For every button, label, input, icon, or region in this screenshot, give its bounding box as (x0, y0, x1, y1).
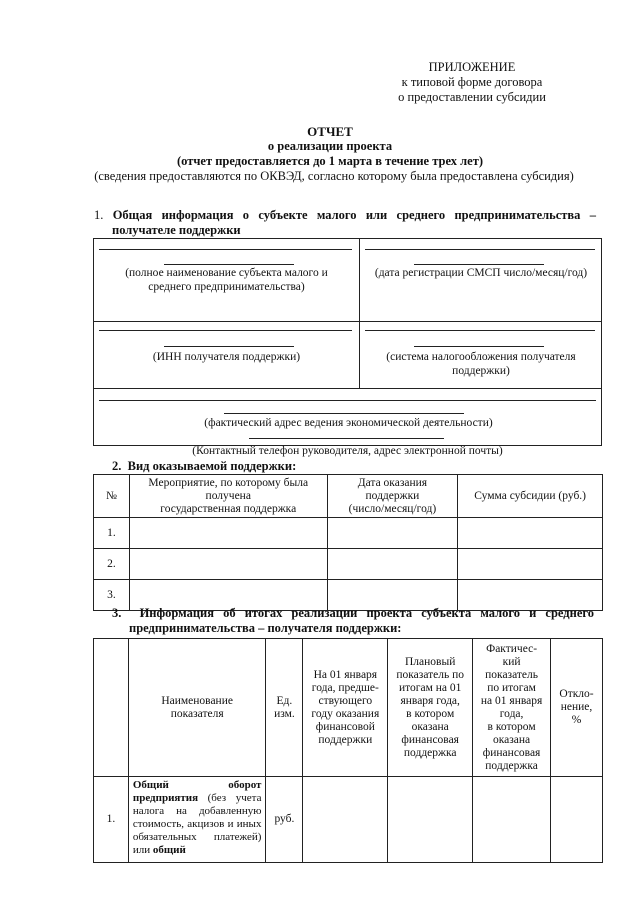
date-cell[interactable] (327, 549, 458, 580)
table-row (94, 549, 603, 580)
section3-title-line2: предпринимательства – получателя поддержки: (129, 621, 402, 635)
event-cell[interactable] (129, 518, 327, 549)
appendix-line-2: к типовой форме договора (401, 75, 543, 89)
row-number: 1. (94, 777, 129, 863)
tax-system-caption: (система налогообложения получателя поддержки) (386, 351, 576, 377)
name-fill-line-1[interactable] (99, 249, 352, 250)
sum-cell[interactable] (458, 549, 603, 580)
phone-caption: (Контактный телефон руководителя, адрес электронной почты) (192, 445, 503, 457)
phone-fill-line[interactable] (249, 438, 444, 439)
section2-num: 2. (112, 459, 122, 473)
jan-value-cell[interactable] (303, 777, 388, 863)
header-fact: Фактичес- кий показатель по итогам на 01 января года, в котором оказана финансовая поддержка (473, 639, 551, 777)
appendix-line-1: ПРИЛОЖЕНИЕ (428, 60, 516, 74)
row-number: 1. (94, 518, 130, 549)
sum-cell[interactable] (458, 518, 603, 549)
section3-title-line1: Информация об итогах реализации проекта субъекта малого и среднего (139, 606, 594, 620)
header-no (94, 639, 129, 777)
address-fill-line-2[interactable] (224, 413, 464, 414)
appendix-line-3: о предоставлении субсидии (398, 90, 546, 104)
row-number: 3. (94, 580, 130, 611)
inn-fill-line-2[interactable] (164, 346, 294, 347)
indicators-table (93, 638, 603, 863)
section3-num: 3. (112, 606, 122, 620)
header-deviation: Откло- нение, % (551, 639, 603, 777)
section1-num: 1. (94, 208, 104, 222)
table-row (94, 777, 603, 863)
report-title-block (70, 124, 590, 184)
plan-value-cell[interactable] (388, 777, 473, 863)
section1-title-line1: Общая информация о субъекте малого или среднего предпринимательства – (112, 208, 597, 222)
inn-caption: (ИНН получателя поддержки) (152, 351, 301, 363)
indicators-table-header (94, 639, 603, 777)
report-subtitle-3: (сведения предоставляются по ОКВЭД, согласно которому была предоставлена субсидия) (94, 169, 574, 183)
date-cell[interactable] (327, 518, 458, 549)
header-event: Мероприятие, по которому была получена государственная поддержка (129, 475, 327, 518)
deviation-cell[interactable] (551, 777, 603, 863)
appendix-header (362, 60, 582, 105)
name-caption: (полное наименование субъекта малого и среднего предпринимательства) (125, 267, 328, 293)
header-plan: Плановый показатель по итогам на 01 января года, в котором оказана финансовая поддержка (388, 639, 473, 777)
report-subtitle-2: (отчет предоставляется до 1 марта в течение трех лет) (176, 154, 483, 168)
tax-fill-line-2[interactable] (414, 346, 544, 347)
inn-fill-line-1[interactable] (99, 330, 352, 331)
header-unit: Ед. изм. (266, 639, 303, 777)
section1-title-line2: получателе поддержки (112, 223, 241, 237)
date-fill-line-2[interactable] (414, 264, 544, 265)
registration-date-caption: (дата регистрации СМСП число/месяц/год) (374, 267, 588, 279)
report-subtitle-1: о реализации проекта (267, 139, 393, 153)
header-no: № (94, 475, 130, 518)
row-number: 2. (94, 549, 130, 580)
address-caption: (фактический адрес ведения экономической деятельности) (204, 417, 493, 429)
support-table-header (94, 475, 603, 518)
section1-title (94, 208, 596, 238)
section1-form-box (93, 238, 602, 446)
tax-fill-line-1[interactable] (365, 330, 595, 331)
table-row (94, 518, 603, 549)
section2-title-text: Вид оказываемой поддержки: (127, 459, 297, 473)
section3-title (112, 606, 594, 636)
report-title: ОТЧЕТ (307, 124, 353, 139)
support-table (93, 474, 603, 611)
header-sum: Сумма субсидии (руб.) (458, 475, 603, 518)
header-date: Дата оказания поддержки (число/месяц/год) (327, 475, 458, 518)
unit-cell: руб. (266, 777, 303, 863)
header-jan: На 01 января года, предше- ствующего году оказания финансовой поддержки (303, 639, 388, 777)
address-fill-line-1[interactable] (99, 400, 596, 401)
indicator-name: Общий оборот предприятия (без учета налога на добавленную стоимость, акцизов и иных обязательных платежей) или общий (128, 777, 266, 863)
header-name: Наименование показателя (128, 639, 266, 777)
section2-title (112, 459, 592, 474)
event-cell[interactable] (129, 549, 327, 580)
fact-value-cell[interactable] (473, 777, 551, 863)
date-fill-line-1[interactable] (365, 249, 595, 250)
name-fill-line-2[interactable] (164, 264, 294, 265)
